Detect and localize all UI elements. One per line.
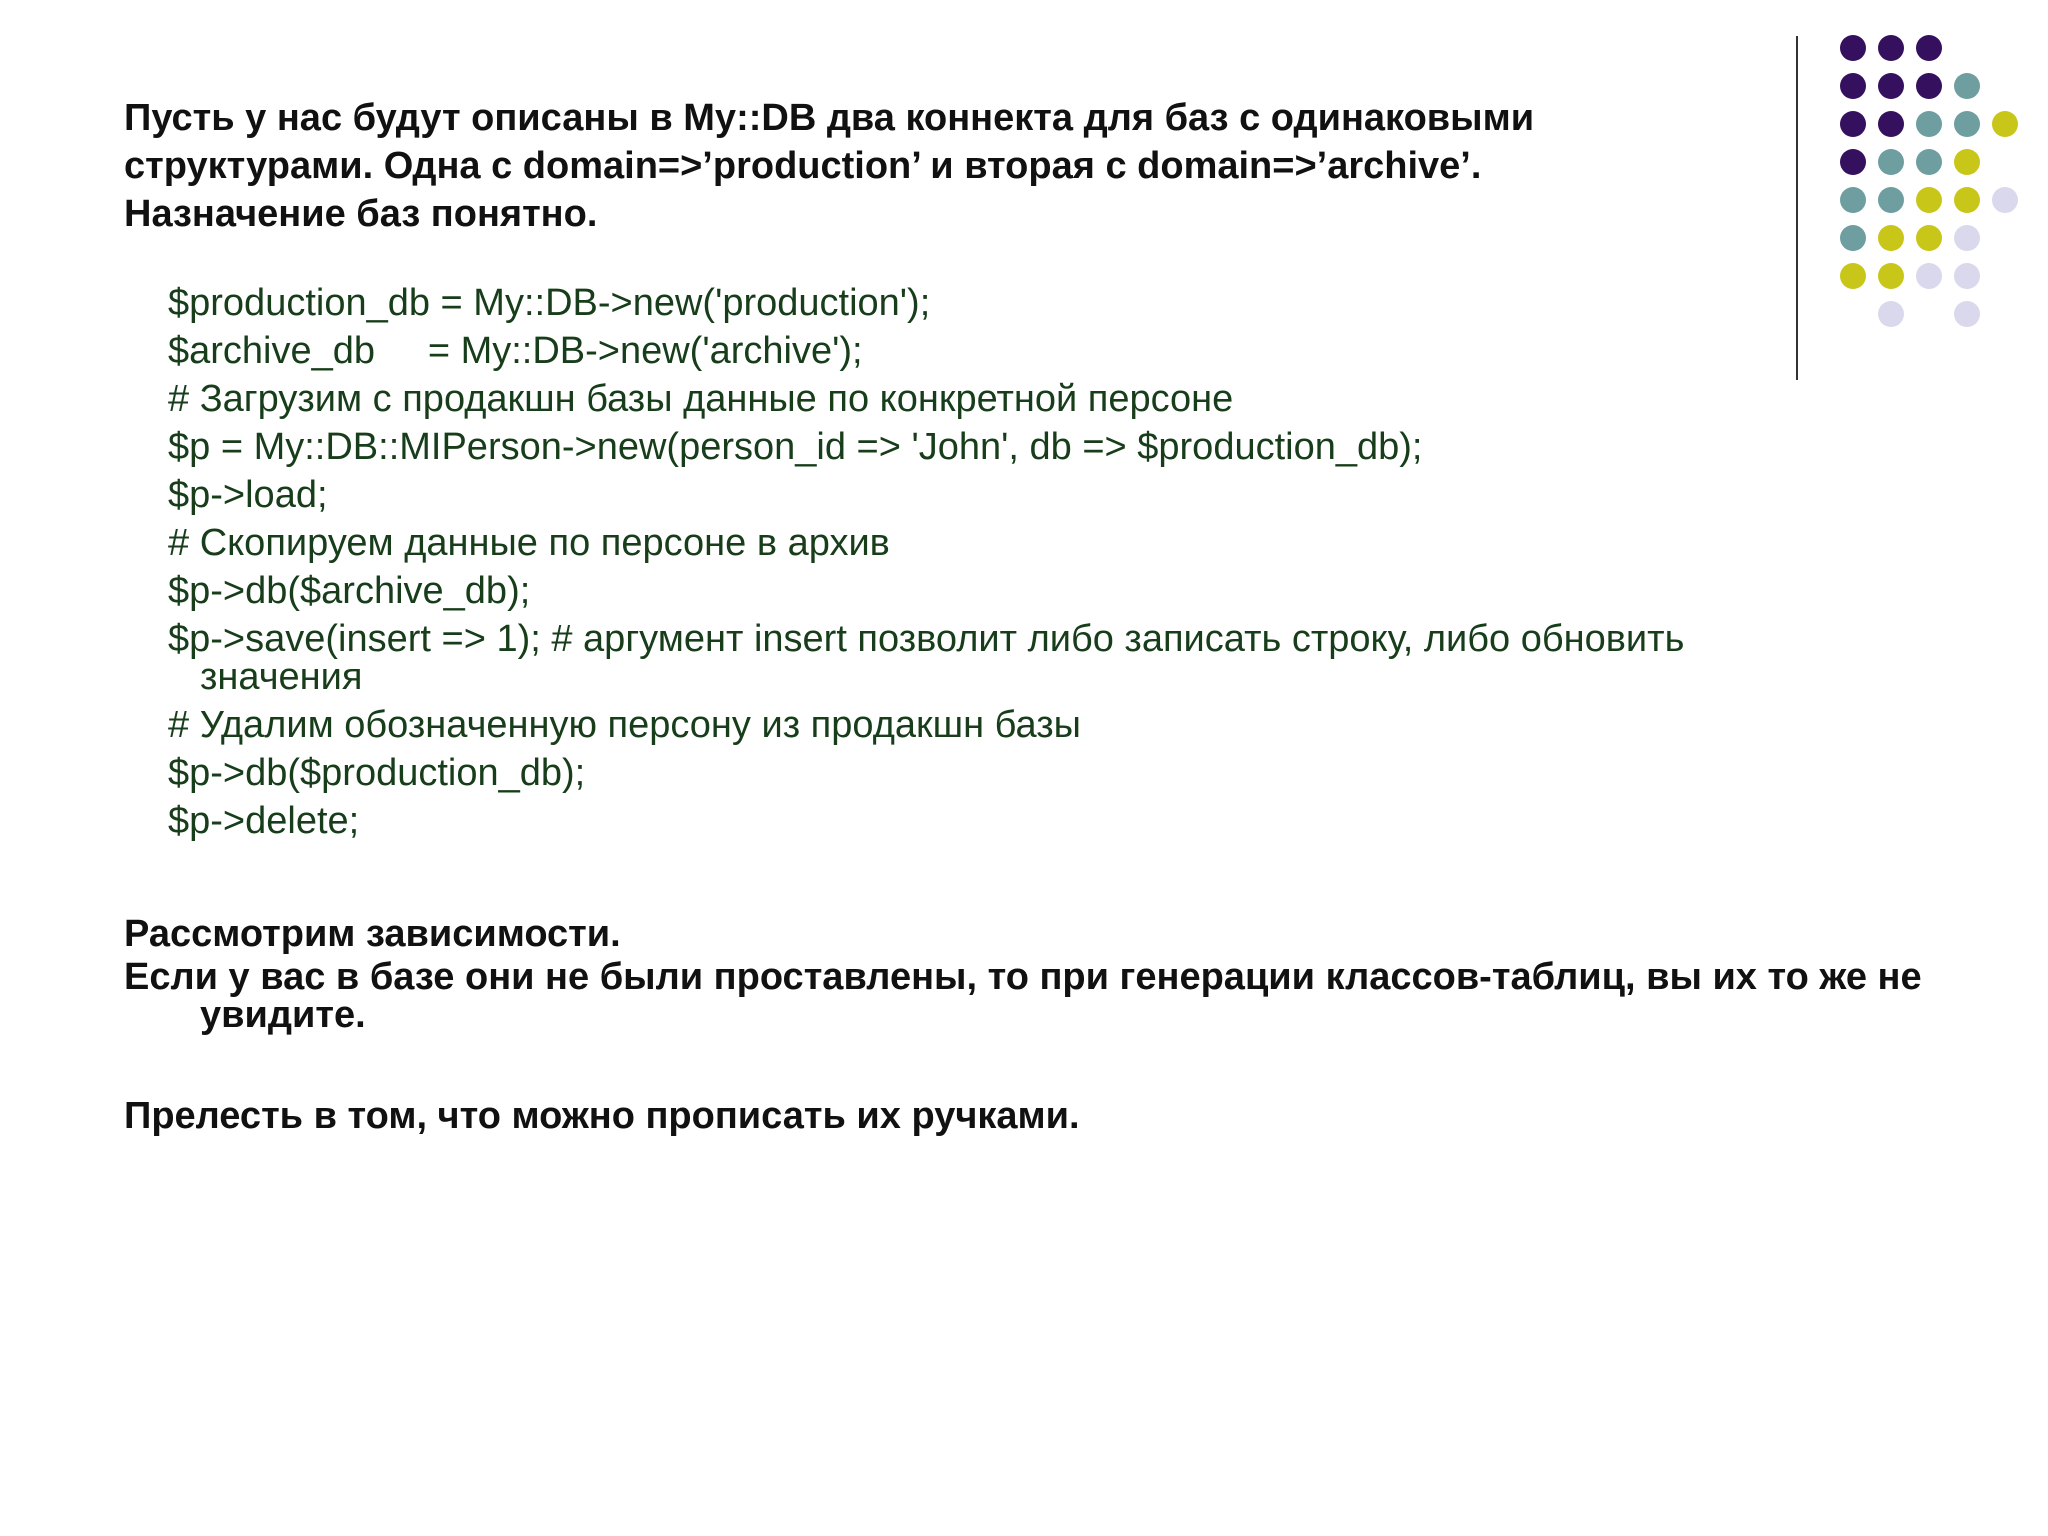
code-line: # Загрузим с продакшн базы данные по конкретной персоне <box>168 378 1234 420</box>
decor-dot <box>1878 263 1904 289</box>
decor-dot <box>1840 149 1866 175</box>
decor-dot <box>1840 187 1866 213</box>
code-block <box>168 284 1808 850</box>
code-line: $archive_db = My::DB->new('archive'); <box>168 330 863 372</box>
code-line: # Удалим обозначенную персону из продакшн базы <box>168 704 1081 746</box>
decor-dot <box>1916 111 1942 137</box>
decor-dot <box>1916 73 1942 99</box>
decor-dot <box>1840 73 1866 99</box>
intro-line-1: Пусть у нас будут описаны в My::DB два коннекта для баз с одинаковыми <box>124 97 1535 139</box>
decor-dot <box>1840 263 1866 289</box>
decor-dot <box>1878 73 1904 99</box>
decor-dot <box>1954 225 1980 251</box>
code-line: $p = My::DB::MIPerson->new(person_id => 'John', db => $production_db); <box>168 426 1423 468</box>
decor-dot <box>1992 111 2018 137</box>
decor-dot <box>1954 301 1980 327</box>
decor-dot <box>1954 111 1980 137</box>
decor-dot <box>1878 187 1904 213</box>
intro-line-3: Назначение баз понятно. <box>124 193 598 235</box>
dependencies-heading: Рассмотрим зависимости. <box>124 913 621 955</box>
code-line: $p->load; <box>168 474 328 516</box>
decor-dot <box>1840 111 1866 137</box>
decor-dot <box>1916 263 1942 289</box>
code-line: $p->db($archive_db); <box>168 570 531 612</box>
decor-dot <box>1878 301 1904 327</box>
decor-dot <box>1878 149 1904 175</box>
intro-paragraph <box>124 94 1534 238</box>
code-line: $p->delete; <box>168 800 360 842</box>
code-line: $production_db = My::DB->new('production'); <box>168 282 931 324</box>
decor-dot <box>1992 187 2018 213</box>
decor-dot <box>1916 187 1942 213</box>
decor-dot <box>1878 225 1904 251</box>
manual-definition-note: Прелесть в том, что можно прописать их ручками. <box>124 1095 1080 1137</box>
decor-dot <box>1954 187 1980 213</box>
decor-dot <box>1916 225 1942 251</box>
decor-dot <box>1954 73 1980 99</box>
decor-dot <box>1840 35 1866 61</box>
decor-dot <box>1878 111 1904 137</box>
decor-dot <box>1954 263 1980 289</box>
code-line: $p->save(insert => 1); # аргумент insert позволит либо записать строку, либо обновить значения <box>168 618 1695 698</box>
decorative-dot-grid <box>1838 34 2028 334</box>
decor-dot <box>1916 149 1942 175</box>
dependencies-note: Если у вас в базе они не были проставлены, то при генерации классов-таблиц, вы их то же не увидите. <box>124 956 1922 1036</box>
code-line: $p->db($production_db); <box>168 752 586 794</box>
intro-line-2: структурами. Одна с domain=>’production’ и вторая с domain=>’archive’. <box>124 145 1482 187</box>
decor-dot <box>1954 149 1980 175</box>
decor-dot <box>1840 225 1866 251</box>
decor-dot <box>1916 35 1942 61</box>
decor-dot <box>1878 35 1904 61</box>
code-line: # Скопируем данные по персоне в архив <box>168 522 890 564</box>
